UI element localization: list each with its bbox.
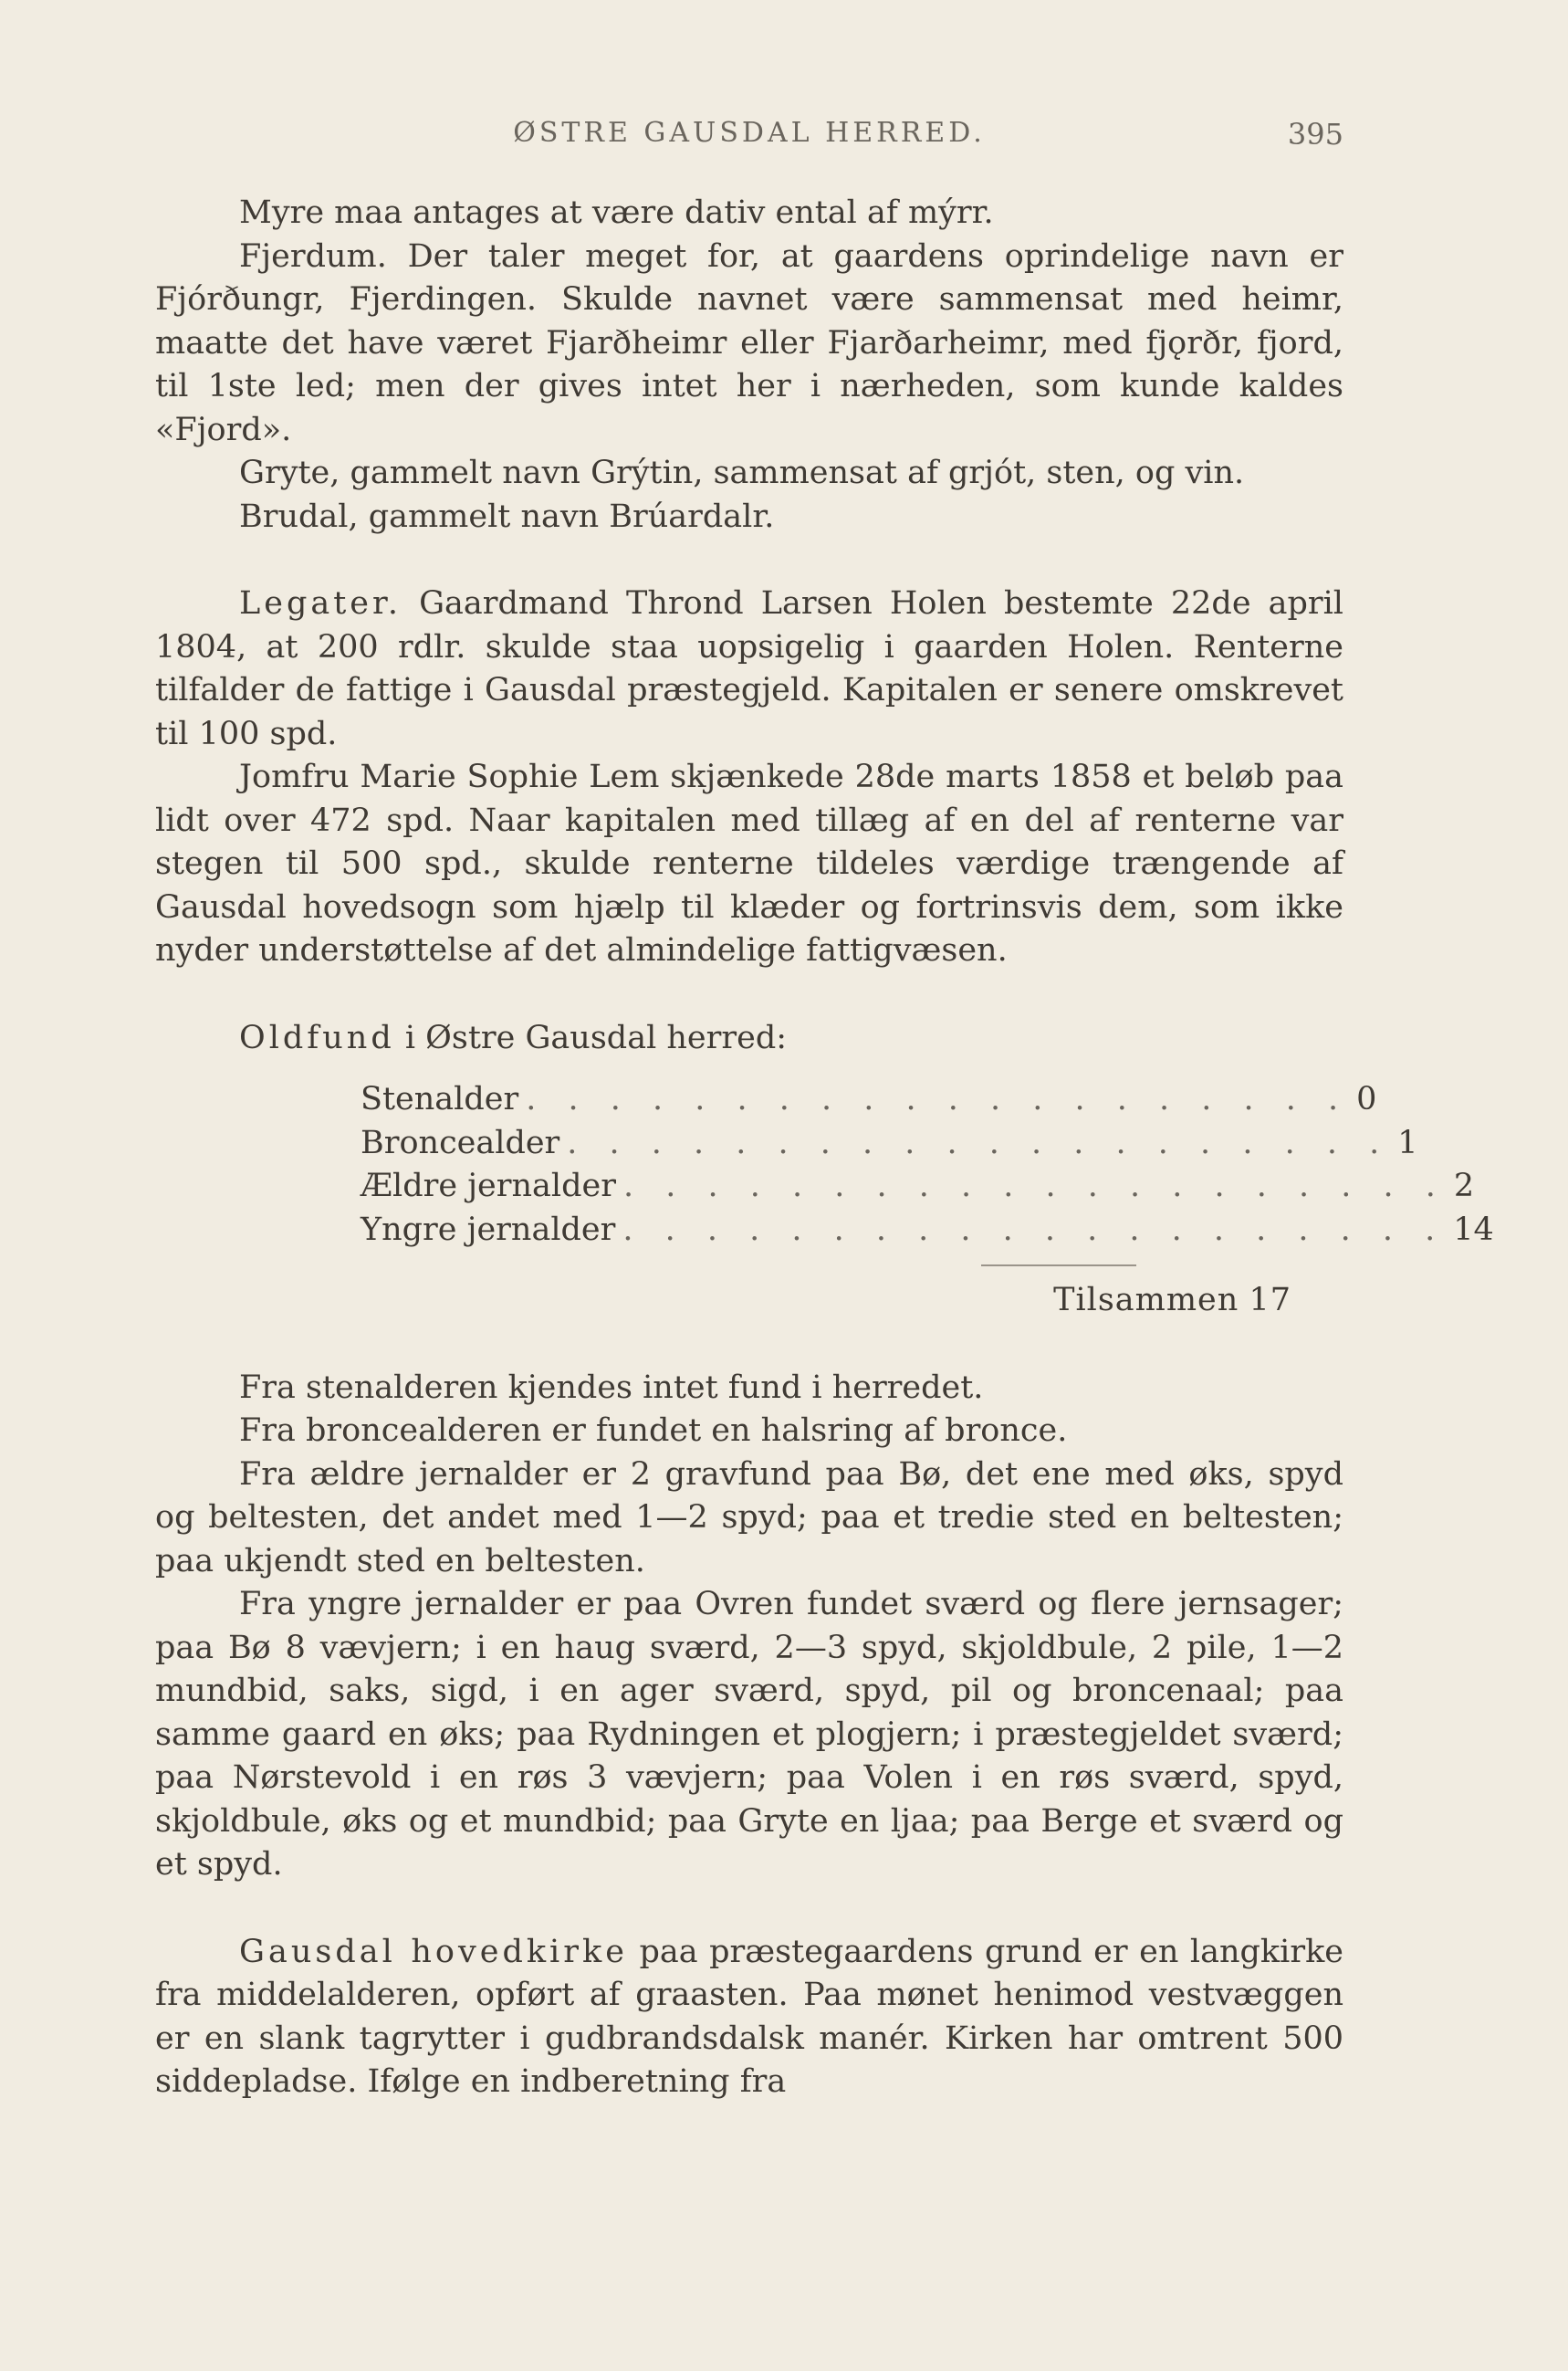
table-row — [361, 1209, 1494, 1253]
paragraph-gryte: Gryte, gammelt navn Grýtin, sammensat af grjót, sten, og vin. — [239, 455, 1245, 491]
legater-heading: Legater. — [239, 585, 402, 622]
oldfund-heading-spaced: Oldfund — [239, 1019, 395, 1056]
total-rule — [981, 1264, 1136, 1266]
running-title: ØSTRE GAUSDAL HERRED. — [513, 117, 986, 149]
table-row — [361, 1078, 1377, 1122]
paragraph-yngre-jernalder: Fra yngre jernalder er paa Ovren fundet sværd og flere jernsager; paa Bø 8 vævjern; i en haug sværd, 2—3 spyd, skjoldbule, 2 pile, 1—2 mundbid, saks, sigd, i en ager sværd, spyd, pil og broncenaal; paa samme gaard en øks; paa Rydningen et plogjern; i præstegjeldet sværd; paa Nørstevold i en røs 3 vævjern; paa Volen i en røs sværd, spyd, skjoldbule, øks og et mundbid; paa Gryte en ljaa; paa Berge et sværd og et spyd. — [155, 1586, 1343, 1883]
find-label: Yngre jernalder — [361, 1211, 616, 1248]
paragraph-myre: Myre maa antages at være dativ ental af mýrr. — [239, 194, 994, 231]
find-value: 14 — [1453, 1211, 1494, 1248]
leader-dots: . . . . . . . . . . . . . . . . . . . . — [567, 1124, 1391, 1161]
body-text — [155, 192, 1494, 2104]
paragraph-aeldre-jernalder: Fra ældre jernalder er 2 gravfund paa Bø, det ene med øks, spyd og beltesten, det andet med 1—2 spyd; paa et tredie sted en beltesten; paa ukjendt sted en beltesten. — [155, 1455, 1343, 1579]
kirke-heading: Gausdal hovedkirke — [239, 1933, 628, 1970]
find-label: Ældre jernalder — [361, 1168, 616, 1204]
table-row — [361, 1122, 1418, 1166]
find-value: 2 — [1453, 1168, 1475, 1204]
find-label: Broncealder — [361, 1124, 560, 1161]
find-value: 0 — [1356, 1081, 1377, 1117]
paragraph-legater — [155, 582, 1343, 756]
paragraph-brudal: Brudal, gammelt navn Brúardalr. — [239, 498, 775, 535]
legater-text: Gaardmand Thrond Larsen Holen bestemte 22de april 1804, at 200 rdlr. skulde staa uopsigelig i gaarden Holen. Renterne tilfalder de fattige i Gausdal præstegjeld. Kapitalen er senere omskrevet til 100 spd. — [155, 585, 1343, 752]
find-label: Stenalder — [361, 1081, 519, 1117]
leader-dots: . . . . . . . . . . . . . . . . . . . . — [622, 1211, 1447, 1248]
table-row — [361, 1165, 1475, 1209]
page-header — [155, 117, 1343, 153]
oldfund-heading-rest: i Østre Gausdal herred: — [394, 1019, 788, 1056]
paragraph-jomfru: Jomfru Marie Sophie Lem skjænkede 28de marts 1858 et beløb paa lidt over 472 spd. Naar kapitalen med tillæg af en del af renterne var stegen til 500 spd., skulde renterne tildeles værdige trængende af Gausdal hovedsogn som hjælp til klæder og fortrinsvis dem, som ikke nyder understøttelse af det almindelige fattigvæsen. — [155, 759, 1343, 969]
paragraph-stenalder: Fra stenalderen kjendes intet fund i herredet. — [239, 1369, 984, 1406]
paragraph-fjerdum: Fjerdum. Der taler meget for, at gaardens oprindelige navn er Fjórðungr, Fjerdingen. Skulde navnet være sammensat med heimr, maatte det have været Fjarðheimr eller Fjarðarheimr, med fjǫrðr, fjord, til 1ste led; men der gives intet her i nærheden, som kunde kaldes «Fjord». — [155, 237, 1343, 448]
paragraph-kirke — [155, 1931, 1343, 2104]
find-value: 1 — [1397, 1124, 1418, 1161]
finds-table — [361, 1078, 1494, 1323]
oldfund-heading — [155, 1017, 1343, 1061]
leader-dots: . . . . . . . . . . . . . . . . . . . . — [622, 1168, 1447, 1204]
page-number: 395 — [1287, 117, 1343, 152]
kirke-text: paa præstegaardens grund er en langkirke fra middelalderen, opført af graasten. Paa mønet henimod vestvæggen er en slank tagrytter i gudbrandsdalsk manér. Kirken har omtrent 500 siddepladse. Ifølge en indberetning fra — [155, 1933, 1343, 2100]
total-row — [361, 1279, 1291, 1323]
paragraph-broncealder: Fra broncealderen er fundet en halsring af bronce. — [239, 1412, 1068, 1449]
leader-dots: . . . . . . . . . . . . . . . . . . . . — [526, 1081, 1350, 1117]
total-label: Tilsammen — [1053, 1282, 1239, 1318]
total-value: 17 — [1249, 1282, 1291, 1318]
